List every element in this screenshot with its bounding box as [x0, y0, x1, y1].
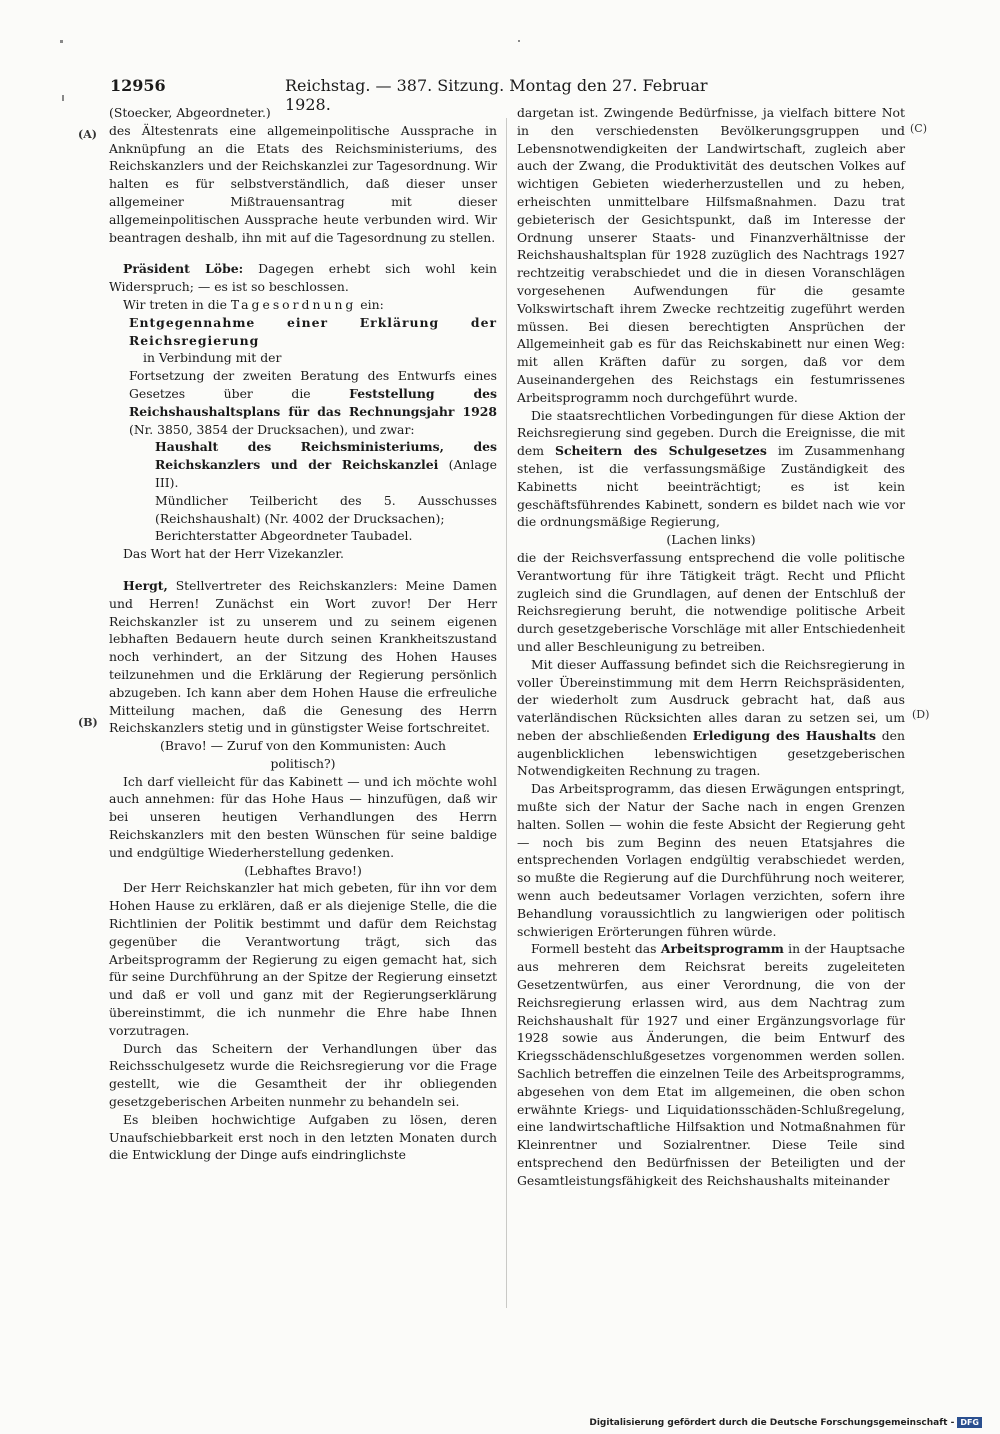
paragraph: Die staatsrechtlichen Vorbedingungen für diese Aktion der Reichsregierung sind gegeben. Durch die Ereignisse, die mit dem Scheitern des Schulgesetzes im Zusammenhang stehen, ist die verfassungsmäßige Zuständigkeit des Kabinetts nicht beeinträchtigt; es ist kein geschäftsführendes Kabinett, sondern es bildet nach wie vor die ordnungsmäßige Regierung,	[517, 407, 905, 530]
speaker-name: Hergt,	[123, 577, 168, 593]
interjection: (Bravo! — Zuruf von den Kommunisten: Auch politisch?)	[160, 738, 446, 771]
agenda-item: Mündlicher Teilbericht des 5. Ausschusses (Reichshaushalt) (Nr. 4002 der Drucksachen);	[155, 492, 497, 526]
paragraph: Das Wort hat der Herr Vizekanzler.	[123, 546, 344, 562]
paragraph: Ich darf vielleicht für das Kabinett — und ich möchte wohl auch annehmen: für das Hohe Haus — hinzufügen, daß wir bei unseren heutigen Verhandlungen des Herrn Reichskanzlers mit den besten Wünschen für seine baldige und endgültige Wiederherstellung gedenken.	[109, 773, 497, 860]
agenda-title: Entgegennahme einer Erklärung der Reichsregierung	[129, 314, 497, 348]
dfg-logo: DFG	[957, 1417, 982, 1428]
agenda-continuation: Fortsetzung der zweiten Beratung des Entwurfs eines Gesetzes über die Feststellung des Reichshaushaltsplans für das Rechnungsjahr 1928 (Nr. 3850, 3854 der Drucksachen), und zwar:	[129, 368, 497, 437]
left-column	[109, 104, 497, 1164]
paragraph: die der Reichsverfassung entsprechend die volle politische Verantwortung für ihre Tätigkeit trägt. Recht und Pflicht zugleich sind die Grundlagen, auf denen der Entschluß der Reichsregierung beruht, die notwendige politische Arbeit durch gesetzgeberische Vorschläge mit aller Entschiedenheit und aller Beschleunigung zu betreiben.	[517, 549, 905, 654]
margin-mark-d: (D)	[912, 708, 930, 721]
paragraph: Es bleiben hochwichtige Aufgaben zu lösen, deren Unaufschiebbarkeit erst noch in den letzten Monaten durch die Entwicklung der Dinge aufs eindringlichste	[109, 1111, 497, 1163]
margin-mark-a: (A)	[78, 128, 97, 141]
paragraph: Das Arbeitsprogramm, das diesen Erwägungen entspringt, mußte sich der Natur der Sache nach in engen Grenzen halten. Sollen — wohin die feste Absicht der Regierung geht — noch bis zum Beginn des neuen Etatsjahres die entsprechenden Vorlagen endgültig verabschiedet werden, so mußte die Regierung auf die Durchführung noch weiterer, wenn auch bedeutsamer Vorlagen verzichten, sofern ihre Behandlung voraussichtlich zu langwierigen oder politisch schwierigen Erörterungen führen würde.	[517, 781, 905, 939]
paragraph: des Ältestenrats eine allgemeinpolitische Aussprache in Anknüpfung an die Etats des Reichsministeriums, des Reichskanzlers und der Reichskanzlei zur Tagesordnung. Wir halten es für selbstverständlich, daß dieser unser allgemeiner Mißtrauensantrag mit dieser allgemeinpolitischen Aussprache heute verbunden wird. Wir beantragen deshalb, ihn mit auf die Tagesordnung zu stellen.	[109, 122, 497, 245]
digitization-credit	[589, 1417, 982, 1428]
speaker-note: (Stoecker, Abgeordneter.)	[109, 105, 271, 120]
paragraph: Durch das Scheitern der Verhandlungen über das Reichsschulgesetz wurde die Reichsregierung vor die Frage gestellt, wie die Gesamtheit der ihr obliegenden gesetzgeberischen Arbeiten nunmehr zu behandeln sei.	[109, 1040, 497, 1110]
paragraph: dargetan ist. Zwingende Bedürfnisse, ja vielfach bittere Not in den verschiedensten Bevölkerungsgruppen und Lebensnotwendigkeiten der Landwirtschaft, zugleich aber auch der Zwang, die Produktivität des deutschen Volkes auf wichtigen Gebieten wiederherzustellen und zu heben, erheischten unmittelbare Hilfsmaßnahmen. Dazu trat gebieterisch der Gesichtspunkt, daß im Interesse der Ordnung unserer Staats- und Finanzverhältnisse der Reichshaushaltsplan für 1928 zuzüglich des Nachtrags 1927 rechtzeitig verabschiedet und die in diesen Voranschlägen vorgesehenen Aufwendungen für die gesamte Volkswirtschaft ihrem Zwecke rechtzeitig zugeführt werden müssen. Bei diesen berechtigten Ansprüchen der Allgemeinheit gab es für das Reichskabinett nur einen Weg: mit allen Kräften dafür zu sorgen, daß vor dem Auseinandergehen des Reichstags ein festumrissenes Arbeitsprogramm noch durchgeführt wurde.	[517, 105, 905, 405]
agenda-item: Berichterstatter Abgeordneter Taubadel.	[155, 528, 413, 544]
paragraph: Hergt, Stellvertreter des Reichskanzlers: Meine Damen und Herren! Zunächst ein Wort zuvor! Der Herr Reichskanzler ist zu unserem und zu seinem eigenen lebhaften Bedauern heute durch seinen Krankheitszustand noch verhindert, an der Sitzung des Hohen Hauses teilzunehmen und die Erklärung der Regierung persönlich abzugeben. Ich kann aber dem Hohen Hause die erfreuliche Mitteilung machen, daß die Genesung des Herrn Reichskanzlers stetig und in günstigster Weise fortschreitet.	[109, 577, 497, 736]
margin-mark-b: (B)	[78, 716, 98, 729]
column-divider	[506, 118, 507, 1308]
running-head: Reichstag. — 387. Sitzung. Montag den 27. Februar 1928.	[285, 76, 708, 114]
paragraph: Mit dieser Auffassung befindet sich die Reichsregierung in voller Übereinstimmung mit dem Herrn Reichspräsidenten, der wiederholt zum Ausdruck gebracht hat, daß aus vaterländischen Rücksichten alles daran zu setzen sei, um neben der abschließenden Erledigung des Haushalts den augenblicklichen lebenswichtigen gesetzgeberischen Notwendigkeiten Rechnung zu tragen.	[517, 656, 905, 779]
paragraph: Wir treten in die Tagesordnung ein:	[123, 296, 384, 312]
agenda-subtitle: in Verbindung mit der	[143, 350, 282, 366]
right-column	[517, 104, 905, 1190]
speaker-name: Präsident Löbe:	[123, 261, 244, 277]
interjection: (Lebhaftes Bravo!)	[244, 862, 362, 878]
scan-speck	[62, 95, 64, 101]
paragraph: Präsident Löbe: Dagegen erhebt sich wohl kein Widerspruch; — es ist so beschlossen.	[109, 261, 497, 295]
paragraph: Der Herr Reichskanzler hat mich gebeten, für ihn vor dem Hohen Hause zu erklären, daß er als diejenige Stelle, die die Richtlinien der Politik bestimmt und dafür dem Reichstag gegenüber die Verantwortung trägt, sich das Arbeitsprogramm der Regierung zu eigen gemacht hat, sich für seine Durchführung an der Spitze der Regierung einsetzt und daß er voll und ganz mit der Regierungserklärung übereinstimmt, die ich nunmehr die Ehre habe Ihnen vorzutragen.	[109, 880, 497, 1038]
scan-speck	[60, 40, 63, 43]
scan-speck	[518, 40, 520, 42]
margin-mark-c: (C)	[910, 122, 927, 135]
page-number: 12956	[110, 76, 166, 95]
interjection: (Lachen links)	[666, 532, 756, 548]
paragraph: Formell besteht das Arbeitsprogramm in der Hauptsache aus mehreren dem Reichsrat bereits zugeleiteten Gesetzentwürfen, aus einer Verordnung, die von der Reichsregierung erlassen wird, aus dem Nachtrag zum Reichshaushalt für 1927 und einer Ergänzungsvorlage für 1928 sowie aus Änderungen, die beim Entwurf des Kriegsschädenschlußgesetzes vorgenommen werden sollen. Sachlich betreffen die einzelnen Teile des Arbeitsprogramms, abgesehen von dem Etat im allgemeinen, die oben schon erwähnte Kriegs- und Liquidationsschäden-Schlußregelung, eine landwirtschaftliche Hilfsaktion und Notmaßnahmen für Kleinrentner und Sozialrentner. Diese Teile sind entsprechend den Bedürfnissen der Beteiligten und der Gesamtleistungsfähigkeit des Reichshaushalts miteinander	[517, 941, 906, 1188]
credit-text: Digitalisierung gefördert durch die Deutsche Forschungsgemeinschaft -	[589, 1418, 955, 1428]
agenda-item: Haushalt des Reichsministeriums, des Reichskanzlers und der Reichskanzlei (Anlage III).	[155, 439, 497, 490]
